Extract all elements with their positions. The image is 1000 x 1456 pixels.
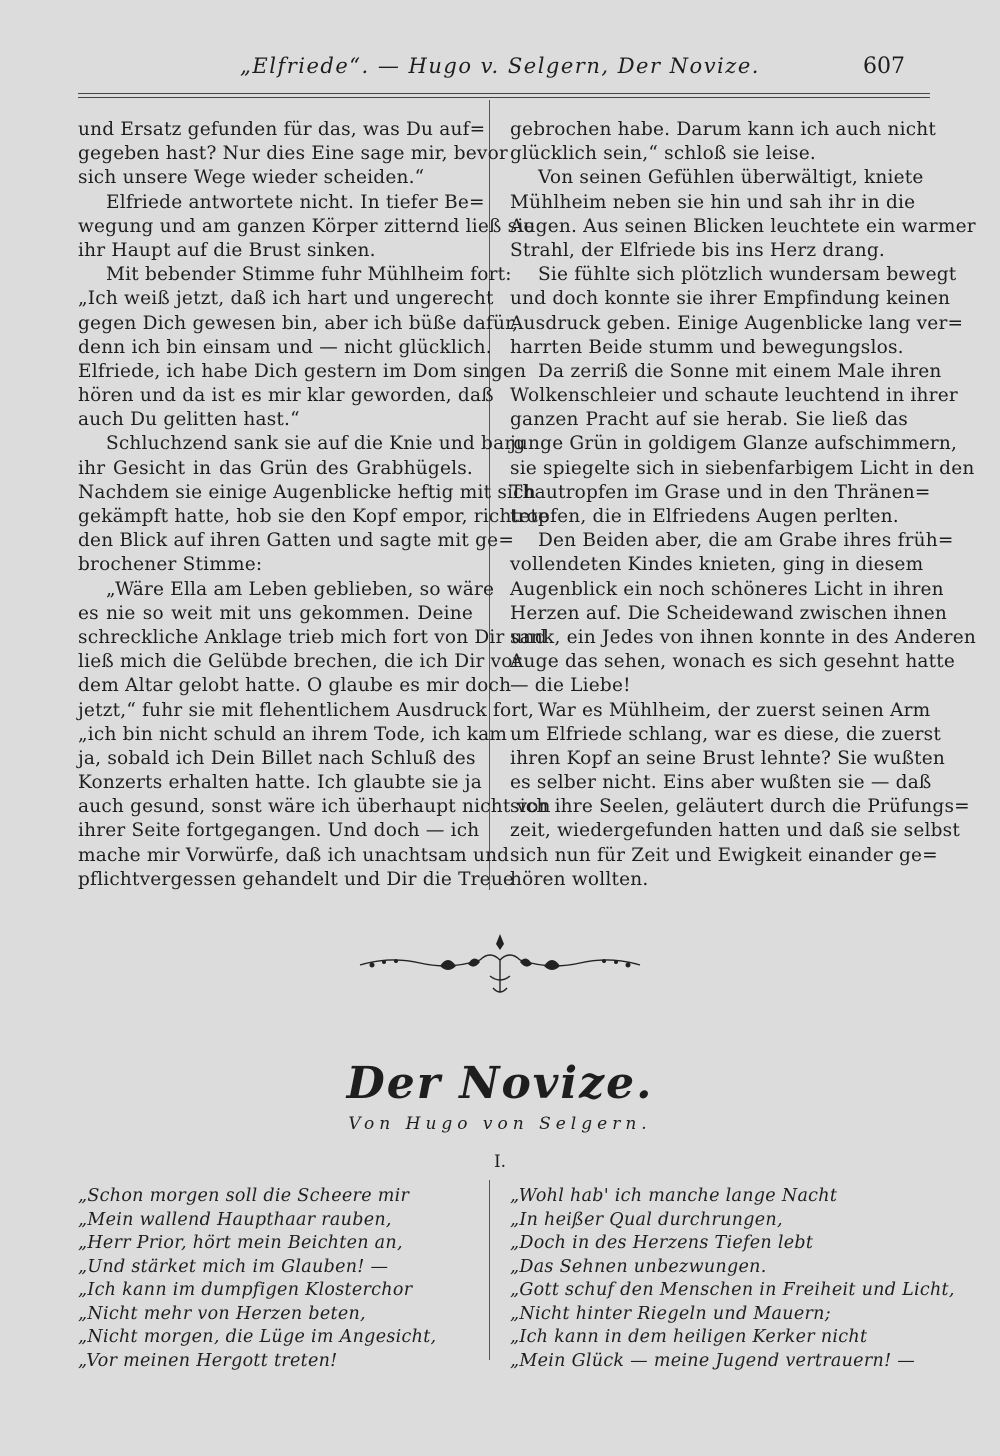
text-line: jetzt,“ fuhr sie mit flehentlichem Ausdruck fort, <box>78 699 535 721</box>
text-line: glücklich sein,“ schloß sie leise. <box>510 143 816 165</box>
poem-title: Der Novize. <box>346 1058 654 1109</box>
text-line: „ich bin nicht schuld an ihrem Tode, ich kam <box>78 723 508 745</box>
text-line: Da zerriß die Sonne mit einem Male ihren <box>538 360 942 382</box>
text-line: gekämpft hatte, hob sie den Kopf empor, richtete <box>78 506 550 527</box>
text-line: um Elfriede schlang, war es diese, die zuerst <box>510 723 942 745</box>
text-line: wegung und am ganzen Körper zitternd ließ sie <box>78 215 535 237</box>
page-number: 607 <box>863 54 905 79</box>
text-line: und doch konnte sie ihrer Empfindung keinen <box>510 288 951 310</box>
poem-line: „Vor meinen Hergott treten! <box>78 1350 338 1371</box>
text-line: Schluchzend sank sie auf die Knie und barg <box>106 433 526 455</box>
text-line: sie spiegelte sich in siebenfarbigem Licht in den <box>510 457 975 479</box>
poem-line: „In heißer Qual durchrungen, <box>510 1209 783 1230</box>
text-line: mache mir Vorwürfe, daß ich unachtsam und <box>78 844 510 866</box>
text-line: Mühlheim neben sie hin und sah ihr in die <box>510 191 916 213</box>
text-line: Augenblick ein noch schöneres Licht in ihren <box>510 578 944 600</box>
text-line: tropfen, die in Elfriedens Augen perlten. <box>510 506 899 527</box>
poem-line: „Und stärket mich im Glauben! — <box>78 1256 389 1277</box>
text-line: schreckliche Anklage trieb mich fort von Dir und <box>78 626 547 648</box>
text-line: pflichtvergessen gehandelt und Dir die Treue <box>78 868 515 890</box>
page-header <box>0 50 1000 86</box>
poem-line: „Wohl hab' ich manche lange Nacht <box>510 1186 838 1206</box>
poem-column-divider <box>489 1180 490 1360</box>
text-line: sich ihre Seelen, geläutert durch die Prüfungs= <box>510 796 970 818</box>
header-rule-bottom <box>78 97 930 98</box>
text-line: es selber nicht. Eins aber wußten sie — daß <box>510 772 932 794</box>
text-line: auch gesund, sonst wäre ich überhaupt nicht von <box>78 796 551 818</box>
text-line: ihrer Seite fortgegangen. Und doch — ich <box>78 820 480 842</box>
text-line: ihr Haupt auf die Brust sinken. <box>78 239 376 261</box>
poem-line: „Schon morgen soll die Scheere mir <box>78 1186 410 1206</box>
text-line: es nie so weit mit uns gekommen. Deine <box>78 602 473 624</box>
poem-line: „Nicht hinter Riegeln und Mauern; <box>510 1303 831 1324</box>
text-line: ja, sobald ich Dein Billet nach Schluß des <box>78 747 476 769</box>
text-line: — die Liebe! <box>510 675 631 697</box>
text-line: Wolkenschleier und schaute leuchtend in ihrer <box>510 385 958 407</box>
text-line: „Wäre Ella am Leben geblieben, so wäre <box>106 578 495 600</box>
poem-line: „Ich kann im dumpfigen Klosterchor <box>78 1280 413 1300</box>
text-line: Herzen auf. Die Scheidewand zwischen ihnen <box>510 602 948 624</box>
text-line: Mit bebender Stimme fuhr Mühlheim fort: <box>106 264 512 286</box>
poem-line: „Mein Glück — meine Jugend vertrauern! — <box>510 1350 916 1371</box>
text-line: Ausdruck geben. Einige Augenblicke lang ver= <box>510 312 964 334</box>
text-line: brochener Stimme: <box>78 554 263 576</box>
poem-line: „Doch in des Herzens Tiefen lebt <box>510 1233 814 1253</box>
poem-line: „Mein wallend Haupthaar rauben, <box>78 1209 392 1230</box>
text-line: dem Altar gelobt hatte. O glaube es mir doch <box>78 675 512 697</box>
text-line: Auge das sehen, wonach es sich gesehnt hatte <box>510 651 956 673</box>
text-line: vollendeten Kindes knieten, ging in diesem <box>510 554 924 576</box>
poem-right-stanza <box>510 1185 955 1373</box>
text-line: den Blick auf ihren Gatten und sagte mit ge= <box>78 530 515 552</box>
text-line: Augen. Aus seinen Blicken leuchtete ein warmer <box>510 215 976 237</box>
text-line: Elfriede antwortete nicht. In tiefer Be= <box>106 191 485 213</box>
text-line: hören wollten. <box>510 868 649 890</box>
left-text-column <box>78 118 551 892</box>
text-line: Nachdem sie einige Augenblicke heftig mit sich <box>78 481 536 503</box>
poem-line: „Das Sehnen unbezwungen. <box>510 1256 767 1277</box>
text-line: zeit, wiedergefunden hatten und daß sie selbst <box>510 820 960 842</box>
header-rule-top <box>78 93 930 94</box>
section-number: I. <box>493 1152 507 1172</box>
poem-left-stanza <box>78 1185 478 1373</box>
text-line: ihren Kopf an seine Brust lehnte? Sie wußten <box>510 747 946 769</box>
poem-line: „Nicht morgen, die Lüge im Angesicht, <box>78 1327 437 1347</box>
text-line: und Ersatz gefunden für das, was Du auf= <box>78 119 486 140</box>
decorative-ornament <box>350 930 650 1000</box>
text-line: Sie fühlte sich plötzlich wundersam bewegt <box>538 264 957 286</box>
text-line: sich nun für Zeit und Ewigkeit einander ge= <box>510 844 938 866</box>
text-line: ihr Gesicht in das Grün des Grabhügels. <box>78 457 473 479</box>
text-line: Elfriede, ich habe Dich gestern im Dom singen <box>78 360 527 382</box>
text-line: Konzerts erhalten hatte. Ich glaubte sie ja <box>78 772 482 794</box>
poem-byline: Von Hugo von Selgern. <box>348 1114 652 1134</box>
text-line: Thautropfen im Grase und in den Thränen= <box>510 481 931 503</box>
text-line: junge Grün in goldigem Glanze aufschimmern, <box>510 433 958 455</box>
poem-line: „Nicht mehr von Herzen beten, <box>78 1303 366 1324</box>
text-line: War es Mühlheim, der zuerst seinen Arm <box>538 699 931 721</box>
text-line: denn ich bin einsam und — nicht glücklich. <box>78 336 492 358</box>
text-line: sank, ein Jedes von ihnen konnte in des Anderen <box>510 626 976 648</box>
text-line: auch Du gelitten hast.“ <box>78 409 300 431</box>
right-text-column <box>510 118 976 892</box>
text-line: hören und da ist es mir klar geworden, daß <box>78 385 494 407</box>
running-title: „Elfriede“. — Hugo v. Selgern, Der Novize. <box>240 54 760 78</box>
text-line: sich unsere Wege wieder scheiden.“ <box>78 167 425 189</box>
text-line: gegen Dich gewesen bin, aber ich büße dafür, <box>78 312 519 334</box>
poem-line: „Ich kann in dem heiligen Kerker nicht <box>510 1327 868 1347</box>
text-line: Von seinen Gefühlen überwältigt, kniete <box>538 167 924 189</box>
text-line: ließ mich die Gelübde brechen, die ich Dir vor <box>78 651 522 673</box>
text-line: „Ich weiß jetzt, daß ich hart und ungerecht <box>78 288 494 310</box>
text-line: gebrochen habe. Darum kann ich auch nicht <box>510 119 937 140</box>
text-line: gegeben hast? Nur dies Eine sage mir, bevor <box>78 143 508 165</box>
text-line: Den Beiden aber, die am Grabe ihres früh= <box>538 530 954 552</box>
text-line: ganzen Pracht auf sie herab. Sie ließ das <box>510 409 908 431</box>
poem-line: „Herr Prior, hört mein Beichten an, <box>78 1233 403 1253</box>
text-line: Strahl, der Elfriede bis ins Herz drang. <box>510 239 885 261</box>
poem-line: „Gott schuf den Menschen in Freiheit und Licht, <box>510 1280 955 1300</box>
text-line: harrten Beide stumm und bewegungslos. <box>510 336 904 358</box>
